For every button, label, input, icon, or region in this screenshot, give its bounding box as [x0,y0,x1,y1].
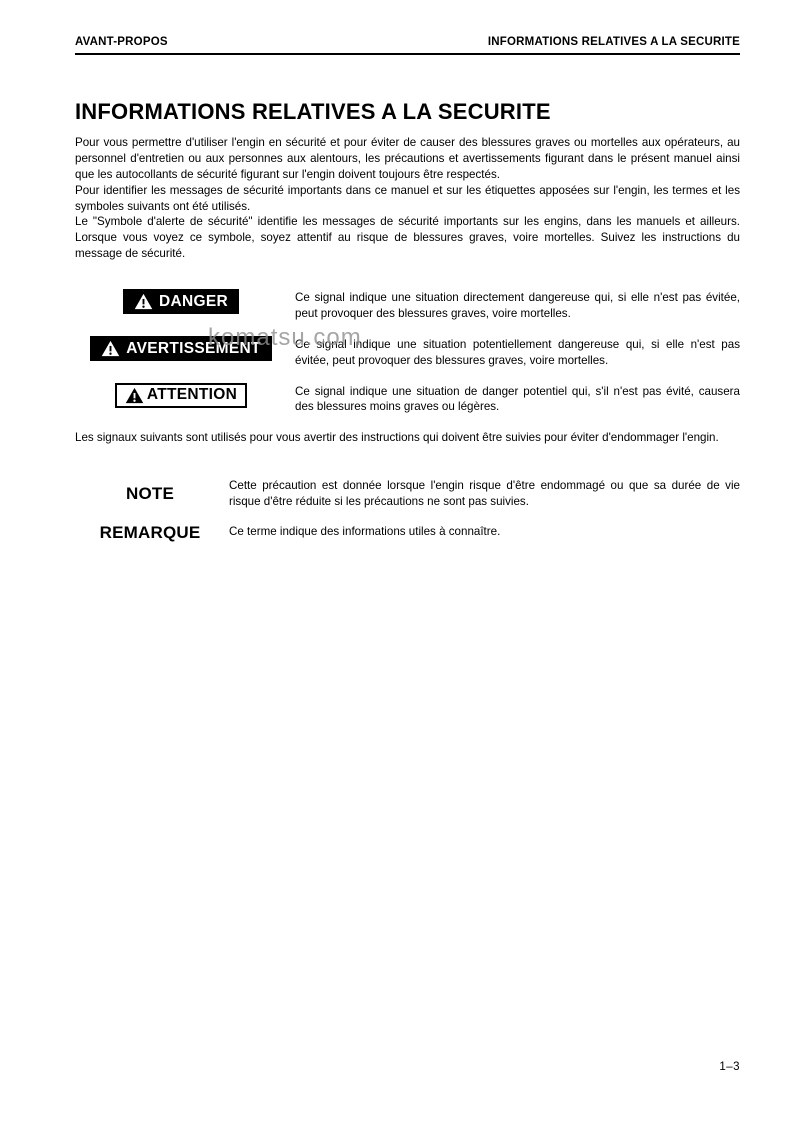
warning-triangle-icon [134,293,153,310]
remarque-row [75,523,740,543]
signal-box-column [75,289,287,314]
intro-paragraph-1: Pour vous permettre d'utiliser l'engin en sécurité et pour éviter de causer des blessures graves ou mortelles aux opérateurs, au personnel d'entretien ou aux personnes aux alentours, les précautions et avertissements figurant dans le présent manuel ainsi que les autocollants de sécurité figurant sur l'engin doivent toujours être respectés. [75,136,740,181]
header-right-title: INFORMATIONS RELATIVES A LA SECURITE [487,36,740,48]
watermark-text: komatsu.com [208,324,362,351]
attention-signal-description: Ce signal indique une situation de danger potentiel qui, s'il n'est pas évité, causera des blessures moins graves ou légères. [295,384,740,414]
signal-box-column [75,336,287,361]
page-title: INFORMATIONS RELATIVES A LA SECURITE [75,99,551,124]
page-number: 1–3 [719,1061,740,1073]
attention-signal-label: ATTENTION [146,386,238,404]
warning-triangle-icon [101,340,120,357]
remarque-label: REMARQUE [99,522,201,542]
intro-paragraph-2: Pour identifier les messages de sécurité importants dans ce manuel et sur les étiquettes apposées sur l'engin, les termes et les symboles suivants ont été utilisés. [75,183,740,213]
avertissement-signal-label: AVERTISSEMENT [126,339,261,357]
remarque-description: Ce terme indique des informations utiles à connaître. [229,525,501,539]
intro-section [75,135,740,262]
signal-box-column [75,383,287,408]
danger-signal-box [123,289,239,314]
intro-paragraph-3: Le "Symbole d'alerte de sécurité" identifie les messages de sécurité importants sur les engins, dans les manuels et ailleurs. Lorsque vous voyez ce symbole, soyez attentif au risque de blessures graves, voire mortelles. Suivez les instructions du message de sécurité. [75,215,740,261]
danger-signal-label: DANGER [159,292,228,310]
signal-row-danger [75,289,740,322]
page-content [0,0,793,543]
header-left-title: AVANT-PROPOS [75,36,168,48]
page-header [75,36,740,55]
attention-signal-box [115,383,247,408]
warning-triangle-icon [125,387,144,404]
notes-section [75,478,740,542]
signal-row-avertissement [75,336,740,369]
note-row [75,478,740,510]
avertissement-signal-description: Ce signal indique une situation potentiellement dangereuse qui, si elle n'est pas évitée, peut provoquer des blessures graves, voire mortelles. [295,337,740,367]
signal-words-section [75,289,740,415]
note-description: Cette précaution est donnée lorsque l'engin risque d'être endommagé ou que sa durée de vie risque d'être réduite si les précautions ne sont pas suivies. [229,479,740,509]
signal-row-attention [75,383,740,416]
note-label: NOTE [125,484,175,504]
danger-signal-description: Ce signal indique une situation directement dangereuse qui, si elle n'est pas évitée, peut provoquer des blessures graves, voire mortelles. [295,291,740,320]
avertissement-signal-box [90,336,272,361]
damage-warning-paragraph: Les signaux suivants sont utilisés pour vous avertir des instructions qui doivent être suivies pour éviter d'endommager l'engin. [75,431,719,445]
